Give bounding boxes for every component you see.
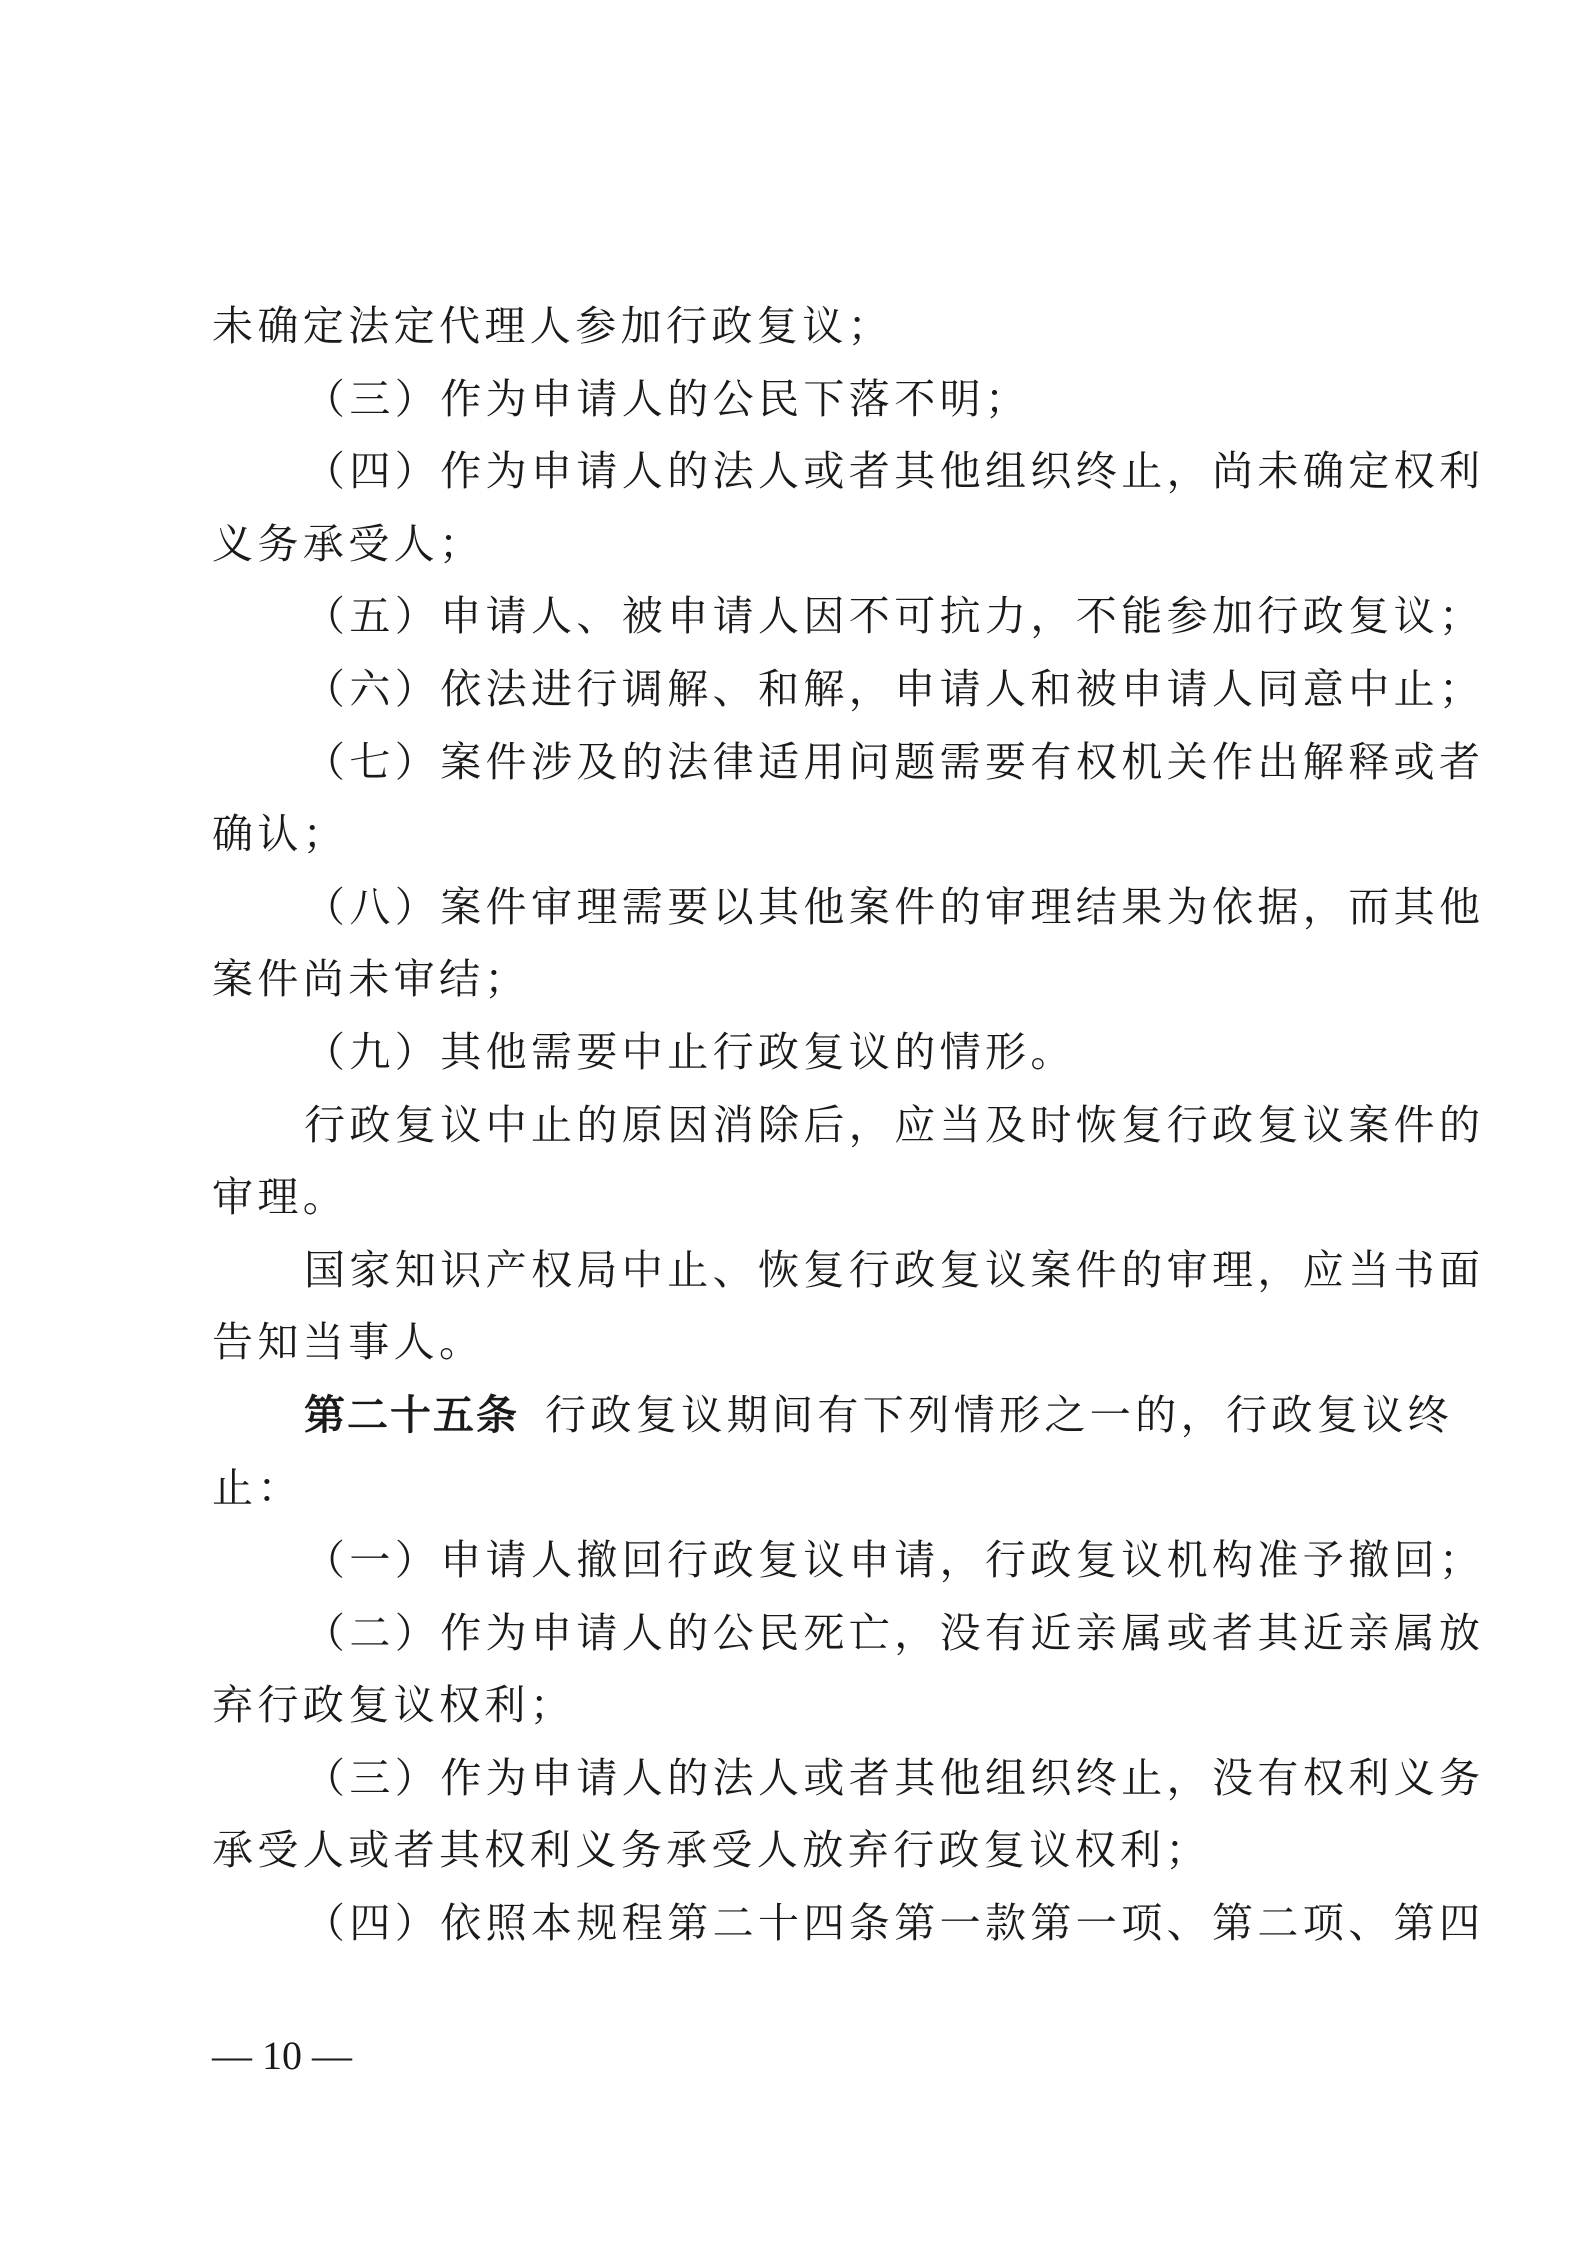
line-text: （九）其他需要中止行政复议的情形。 xyxy=(304,1027,1076,1076)
text-line xyxy=(212,1597,1485,1670)
text-line xyxy=(212,1669,1390,1742)
line-text: （一）申请人撤回行政复议申请，行政复议机构准予撤回； xyxy=(304,1536,1485,1585)
line-text: 承受人或者其权利义务承受人放弃行政复议权利； xyxy=(212,1826,1211,1875)
line-text: 行政复议中止的原因消除后，应当及时恢复行政复议案件的 xyxy=(304,1100,1485,1149)
line-text: （二）作为申请人的公民死亡，没有近亲属或者其近亲属放 xyxy=(304,1608,1485,1657)
text-line xyxy=(212,871,1485,944)
line-text: （四）作为申请人的法人或者其他组织终止，尚未确定权利 xyxy=(304,447,1485,496)
line-text: 行政复议期间有下列情形之一的，行政复议终 xyxy=(545,1390,1453,1439)
article-number: 第二十五条 xyxy=(304,1390,519,1439)
text-line xyxy=(212,1306,1390,1379)
line-text: （三）作为申请人的公民下落不明； xyxy=(304,374,1031,423)
text-line xyxy=(212,798,1390,871)
text-line xyxy=(212,1524,1485,1597)
text-line xyxy=(212,1089,1485,1162)
line-text: 案件尚未审结； xyxy=(212,955,530,1004)
text-line xyxy=(212,580,1485,653)
text-line xyxy=(212,290,1390,363)
text-line xyxy=(212,943,1390,1016)
page-number: — 10 — xyxy=(212,2033,352,2078)
line-text: （七）案件涉及的法律适用问题需要有权机关作出解释或者 xyxy=(304,737,1485,786)
line-text: 弃行政复议权利； xyxy=(212,1681,576,1730)
line-text: 未确定法定代理人参加行政复议； xyxy=(212,302,893,350)
text-line xyxy=(212,1234,1485,1307)
text-line xyxy=(212,1452,1390,1525)
line-text: 止： xyxy=(212,1463,303,1512)
text-line xyxy=(212,653,1485,726)
line-text: （五）申请人、被申请人因不可抗力，不能参加行政复议； xyxy=(304,592,1485,641)
text-line xyxy=(212,363,1390,436)
line-text: （四）依照本规程第二十四条第一款第一项、第二项、第四 xyxy=(304,1899,1485,1948)
text-line xyxy=(212,1161,1390,1234)
line-text: 确认； xyxy=(212,810,349,859)
text-line xyxy=(212,1742,1485,1815)
text-line xyxy=(212,508,1390,581)
line-text: （八）案件审理需要以其他案件的审理结果为依据，而其他 xyxy=(304,882,1485,931)
line-text: （六）依法进行调解、和解，申请人和被申请人同意中止； xyxy=(304,664,1485,713)
text-line xyxy=(212,435,1485,508)
text-line xyxy=(212,1887,1485,1960)
document-body xyxy=(212,290,1485,1960)
text-line xyxy=(212,726,1485,799)
line-text: 告知当事人。 xyxy=(212,1318,485,1367)
line-text: 国家知识产权局中止、恢复行政复议案件的审理，应当书面 xyxy=(304,1245,1485,1294)
line-text: 审理。 xyxy=(212,1173,349,1222)
line-text: （三）作为申请人的法人或者其他组织终止，没有权利义务 xyxy=(304,1753,1485,1802)
text-line xyxy=(212,1814,1390,1887)
text-line xyxy=(212,1379,1453,1452)
text-line xyxy=(212,1016,1390,1089)
line-text: 义务承受人； xyxy=(212,519,485,568)
